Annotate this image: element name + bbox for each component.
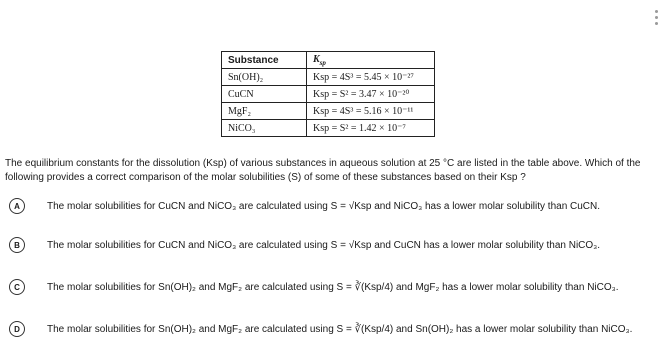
table-row (222, 103, 435, 120)
ksp-table (221, 51, 435, 137)
option-b[interactable] (9, 237, 600, 253)
option-b-text: The molar solubilities for CuCN and NiCO₃ are calculated using S = √Ksp and CuCN has a lower molar solubility than NiCO₃. (47, 239, 601, 251)
question-stem: The equilibrium constants for the dissolution (Ksp) of various substances in aqueous solution at 25 °C are listed in the table above. Which of the following provides a correct comparison of the molar solubilities (S) of some of these substances based on their Ksp ? (5, 158, 641, 183)
option-c-text: The molar solubilities for Sn(OH)₂ and MgF₂ are calculated using S = ∛(Ksp/4) and MgF₂ has a lower molar solubility than NiCO₃. (47, 281, 619, 293)
substance-cell: NiCO₃ (222, 120, 307, 137)
option-d[interactable] (9, 321, 632, 337)
substance-cell: MgF₂ (222, 103, 307, 120)
option-a-letter[interactable]: A (9, 198, 25, 214)
option-a-text: The molar solubilities for CuCN and NiCO₃ are calculated using S = √Ksp and NiCO₃ has a lower molar solubility than CuCN. (47, 200, 601, 212)
substance-cell: Sn(OH)₂ (222, 69, 307, 86)
table-header-row (222, 52, 435, 69)
header-ksp: $K_{sp}$ (307, 52, 435, 69)
more-options-icon[interactable] (655, 10, 659, 28)
option-b-letter[interactable]: B (9, 237, 25, 253)
table-row (222, 86, 435, 103)
table-row (222, 120, 435, 137)
ksp-cell: Ksp = S² = 1.42 × 10⁻⁷ (307, 120, 435, 137)
ksp-cell: Ksp = 4S³ = 5.16 × 10⁻¹¹ (307, 103, 435, 120)
ksp-cell: Ksp = S² = 3.47 × 10⁻²⁰ (307, 86, 435, 103)
header-substance: Substance (222, 52, 307, 69)
option-d-letter[interactable]: D (9, 321, 25, 337)
option-c-letter[interactable]: C (9, 279, 25, 295)
substance-cell: CuCN (222, 86, 307, 103)
option-c[interactable] (9, 279, 618, 295)
option-d-text: The molar solubilities for Sn(OH)₂ and MgF₂ are calculated using S = ∛(Ksp/4) and Sn(OH)₂ has a lower molar solubility than NiCO₃. (47, 323, 633, 335)
table-row (222, 69, 435, 86)
option-a[interactable] (9, 198, 600, 214)
ksp-cell: Ksp = 4S³ = 5.45 × 10⁻²⁷ (307, 69, 435, 86)
